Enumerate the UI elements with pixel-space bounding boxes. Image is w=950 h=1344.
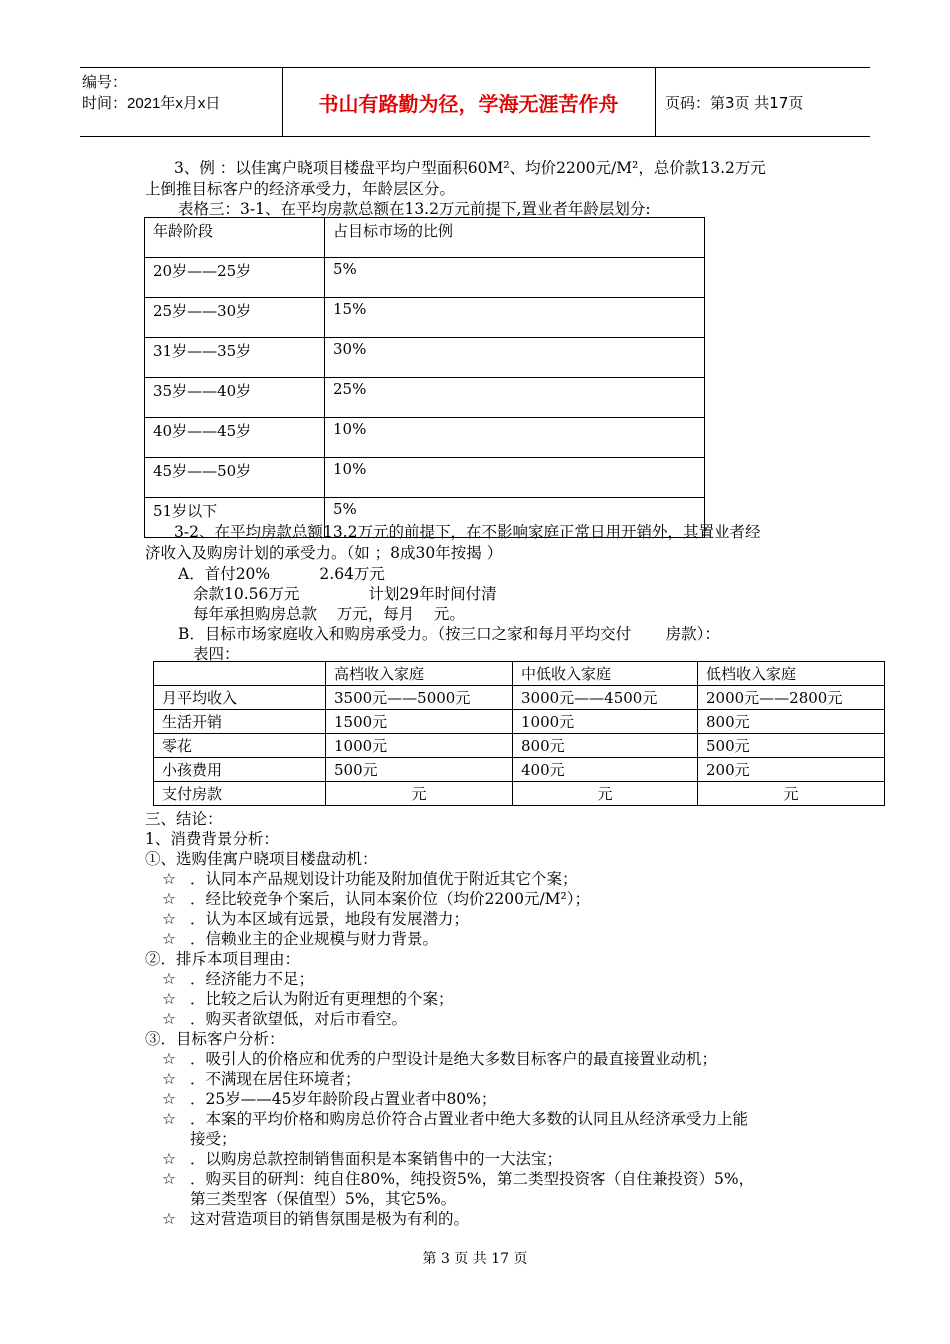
- list-item-text: ．认为本区域有远景，地段有发展潜力；: [190, 910, 470, 928]
- ratio-cell: 10%: [325, 458, 705, 498]
- number-label: 编号：: [82, 74, 128, 91]
- table-cell: 1500元: [326, 710, 513, 734]
- list-item: [162, 1209, 469, 1229]
- list-item: [162, 889, 590, 909]
- table-header-row: [145, 218, 705, 258]
- star-icon: ☆: [162, 1090, 176, 1108]
- list-item: [162, 969, 314, 989]
- table-cell: 3500元——5000元: [326, 686, 513, 710]
- ratio-cell: 10%: [325, 418, 705, 458]
- star-icon: ☆: [162, 930, 176, 948]
- list-item-continuation: 第三类型客（保值型）5%，其它5%。: [190, 1190, 457, 1208]
- ratio-cell: 15%: [325, 298, 705, 338]
- table-cell: 500元: [698, 734, 885, 758]
- ratio-cell: 25%: [325, 378, 705, 418]
- table-cell: 500元: [326, 758, 513, 782]
- ratio-cell: 5%: [325, 258, 705, 298]
- age-cell: 25岁——30岁: [145, 298, 325, 338]
- table-header-cell: 年龄阶段: [145, 218, 325, 258]
- age-cell: 35岁——40岁: [145, 378, 325, 418]
- table-row: [154, 734, 885, 758]
- row-label: 小孩费用: [154, 758, 326, 782]
- intro-line-1: 3、例 ：以佳寓户晓项目楼盘平均户型面积60M²、均价2200元/M²，总价款13.2万元: [174, 159, 766, 177]
- star-icon: ☆: [162, 1150, 176, 1168]
- intro-line-2: 上倒推目标客户的经济承受力，年龄层区分。: [145, 180, 456, 198]
- rejection-heading: ②．排斥本项目理由：: [145, 950, 301, 968]
- list-item: [162, 1149, 562, 1169]
- section32-line-1: 3-2、在平均房款总额13.2万元的前提下，在不影响家庭正常日用开销外，其置业者经: [174, 523, 761, 541]
- table-cell: 元: [513, 782, 698, 806]
- table-row: [154, 686, 885, 710]
- star-icon: ☆: [162, 1110, 176, 1128]
- table-cell: 元: [326, 782, 513, 806]
- header-divider: [655, 68, 656, 136]
- table-row: [154, 758, 885, 782]
- star-icon: ☆: [162, 1170, 176, 1188]
- table4-caption: 表四：: [193, 645, 240, 663]
- star-icon: ☆: [162, 890, 176, 908]
- table-row: [145, 378, 705, 418]
- table-row: [154, 710, 885, 734]
- list-item-text: ．本案的平均价格和购房总价符合占置业者中绝大多数的认同且从经济承受力上能: [190, 1110, 749, 1128]
- table-header-cell: 低档收入家庭: [698, 662, 885, 686]
- list-item: [162, 1069, 361, 1089]
- balance-line: 余款10.56万元 计划29年时间付清: [193, 585, 497, 603]
- star-icon: ☆: [162, 870, 176, 888]
- list-item-text: ．经比较竞争个案后，认同本案价位（均价2200元/M²）；: [190, 890, 591, 908]
- star-icon: ☆: [162, 1050, 176, 1068]
- age-cell: 31岁——35岁: [145, 338, 325, 378]
- star-icon: ☆: [162, 990, 176, 1008]
- list-item-text: ．吸引人的价格应和优秀的户型设计是绝大多数目标客户的最直接置业动机；: [190, 1050, 718, 1068]
- age-cell: 51岁以下: [145, 498, 325, 538]
- table-cell: 800元: [513, 734, 698, 758]
- table-header-cell: 占目标市场的比例: [325, 218, 705, 258]
- header-motto: 书山有路勤为径，学海无涯苦作舟: [318, 91, 619, 116]
- list-item-text: ．以购房总款控制销售面积是本案销售中的一大法宝；: [190, 1150, 563, 1168]
- age-cell: 20岁——25岁: [145, 258, 325, 298]
- list-item: [162, 909, 469, 929]
- table-row: [154, 782, 885, 806]
- conclusion-title: 三、结论：: [145, 810, 223, 828]
- section32-line-2: 济收入及购房计划的承受力。（如 ；8成30年按揭 ）: [145, 544, 503, 562]
- list-item: [162, 1009, 407, 1029]
- list-item-continuation: 接受；: [190, 1130, 237, 1148]
- list-item: [162, 1169, 754, 1189]
- table-row: [145, 298, 705, 338]
- list-item-text: 这对营造项目的销售氛围是极为有利的。: [190, 1210, 470, 1228]
- down-payment-line: A．首付20% 2.64万元: [178, 565, 385, 583]
- table-cell: 2000元——2800元: [698, 686, 885, 710]
- list-item-text: ．比较之后认为附近有更理想的个案；: [190, 990, 454, 1008]
- age-cell: 45岁——50岁: [145, 458, 325, 498]
- table-header-cell: [154, 662, 326, 686]
- age-cell: 40岁——45岁: [145, 418, 325, 458]
- time-label: 时间：2021年x月x日: [82, 95, 221, 112]
- table-row: [145, 418, 705, 458]
- table-cell: 元: [698, 782, 885, 806]
- header-meta: [82, 72, 220, 114]
- table-cell: 1000元: [513, 710, 698, 734]
- list-item-text: ．不满现在居住环境者；: [190, 1070, 361, 1088]
- row-label: 支付房款: [154, 782, 326, 806]
- table-cell: 400元: [513, 758, 698, 782]
- list-item-text: ．认同本产品规划设计功能及附加值优于附近其它个案；: [190, 870, 578, 888]
- ratio-cell: 5%: [325, 498, 705, 538]
- target-customer-heading: ③．目标客户分析：: [145, 1030, 285, 1048]
- table-row: [145, 458, 705, 498]
- list-item: [162, 929, 438, 949]
- star-icon: ☆: [162, 1010, 176, 1028]
- star-icon: ☆: [162, 1210, 176, 1228]
- list-item-text: ．购买者欲望低，对后市看空。: [190, 1010, 408, 1028]
- table-cell: 1000元: [326, 734, 513, 758]
- list-item-text: ．经济能力不足；: [190, 970, 315, 988]
- list-item: [162, 1049, 717, 1069]
- header-page-label: 页码：第3页 共17页: [665, 93, 804, 112]
- table-cell: 3000元——4500元: [513, 686, 698, 710]
- age-distribution-table: [144, 217, 705, 538]
- table-cell: 800元: [698, 710, 885, 734]
- table-row: [145, 258, 705, 298]
- ratio-cell: 30%: [325, 338, 705, 378]
- page-footer: 第 3 页 共 17 页: [422, 1251, 528, 1267]
- list-item-text: ．信赖业主的企业规模与财力背景。: [190, 930, 439, 948]
- conclusion-subtitle: 1、消费背景分析：: [145, 830, 279, 848]
- table3-caption: 表格三：3-1、在平均房款总额在13.2万元前提下,置业者年龄层划分:: [178, 200, 651, 218]
- table-header-row: [154, 662, 885, 686]
- income-table: [153, 661, 885, 806]
- motivation-heading: ①、选购佳寓户晓项目楼盘动机：: [145, 850, 378, 868]
- star-icon: ☆: [162, 1070, 176, 1088]
- star-icon: ☆: [162, 970, 176, 988]
- section-b-line: B．目标市场家庭收入和购房承受力。（按三口之家和每月平均交付 房款）：: [178, 625, 720, 643]
- star-icon: ☆: [162, 910, 176, 928]
- list-item-text: ．25岁——45岁年龄阶段占置业者中80%；: [190, 1090, 497, 1108]
- annual-payment-line: 每年承担购房总款 万元，每月 元。: [193, 605, 465, 623]
- table-header-cell: 中低收入家庭: [513, 662, 698, 686]
- list-item: [162, 869, 578, 889]
- row-label: 月平均收入: [154, 686, 326, 710]
- list-item: [162, 989, 454, 1009]
- list-item-text: ．购买目的研判：纯自住80%，纯投资5%，第二类型投资客（自住兼投资）5%，: [190, 1170, 755, 1188]
- list-item: [162, 1109, 748, 1129]
- table-cell: 200元: [698, 758, 885, 782]
- list-item: [162, 1089, 496, 1109]
- row-label: 生活开销: [154, 710, 326, 734]
- table-header-cell: 高档收入家庭: [326, 662, 513, 686]
- page-header: [80, 67, 870, 137]
- table-row: [145, 338, 705, 378]
- row-label: 零花: [154, 734, 326, 758]
